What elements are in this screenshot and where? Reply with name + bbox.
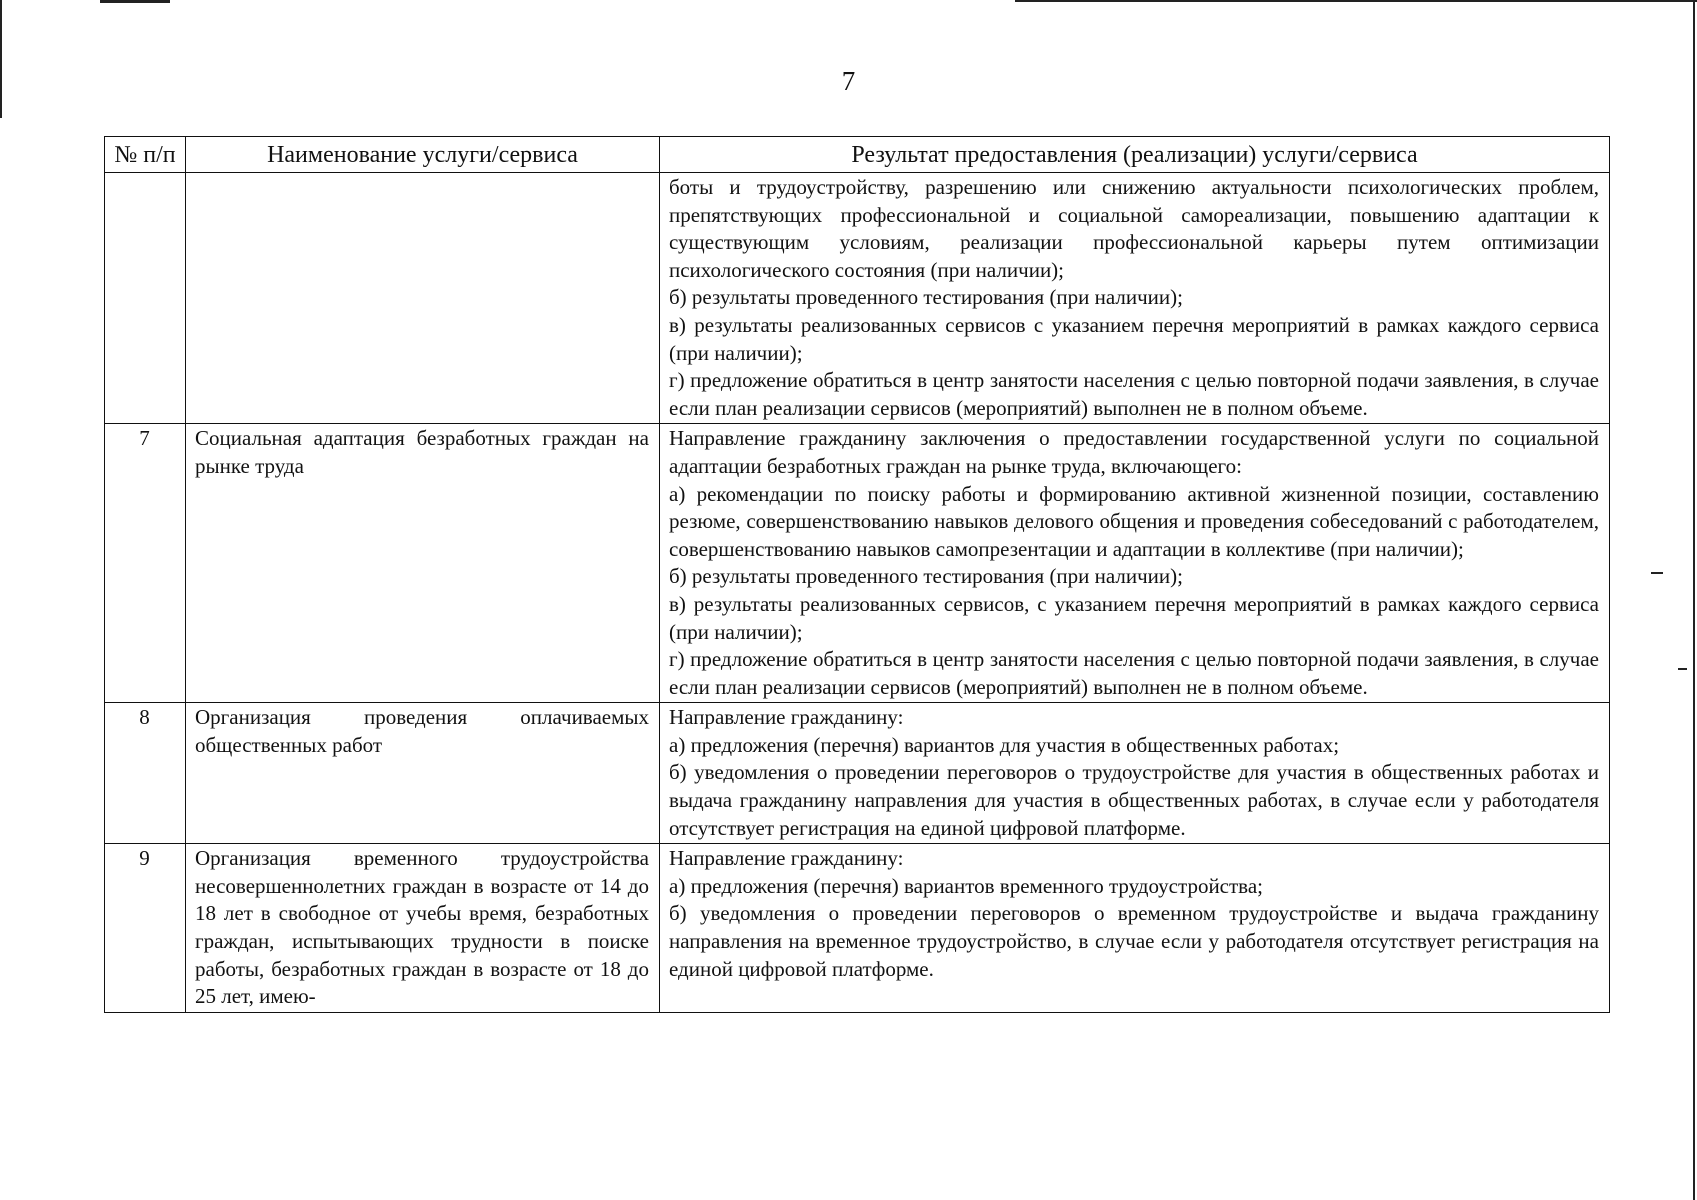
header-num: № п/п — [105, 137, 186, 173]
result-paragraph: а) рекомендации по поиску работы и формированию активной жизненной позиции, составлению резюме, совершенствованию навыков делового общения и проведения собеседований с работодателем, совершенствованию навыков самопрезентации и адаптации в коллективе (при наличии); — [669, 481, 1599, 561]
result-paragraph: г) предложение обратиться в центр занятости населения с целью повторной подачи заявления, в случае если план реализации сервисов (мероприятий) выполнен не в полном объеме. — [669, 647, 1599, 699]
row-result — [660, 844, 1610, 1013]
scan-edge-mark-left — [0, 0, 2, 118]
header-name: Наименование услуги/сервиса — [186, 137, 660, 173]
row-num — [105, 173, 186, 424]
table-row — [105, 424, 1610, 703]
row-name — [186, 173, 660, 424]
result-paragraph: Направление гражданину: — [669, 846, 904, 871]
scan-dash-mark — [1651, 572, 1663, 574]
row-result — [660, 173, 1610, 424]
result-paragraph: Направление гражданину: — [669, 705, 904, 730]
result-paragraph: а) предложения (перечня) вариантов временного трудоустройства; — [669, 873, 1263, 898]
row-num: 7 — [105, 424, 186, 703]
scan-edge-mark-top-right — [1015, 0, 1697, 2]
scan-edge-mark-right — [1693, 0, 1695, 1200]
result-paragraph: б) уведомления о проведении переговоров о временном трудоустройстве и выдача гражданину направления на временное трудоустройство, в случае если у работодателя отсутствует регистрация на единой цифровой платформе. — [669, 901, 1599, 981]
result-paragraph: в) результаты реализованных сервисов с указанием перечня мероприятий в рамках каждого сервиса (при наличии); — [669, 312, 1599, 365]
table-row — [105, 703, 1610, 844]
row-name: Организация временного трудоустройства несовершеннолетних граждан в возрасте от 14 до 18 лет в свободное от учебы время, безработных граждан, испытывающих трудности в поиске работы, безработных граждан в возрасте от 18 до 25 лет, имею- — [186, 844, 660, 1013]
row-name: Социальная адаптация безработных граждан на рынке труда — [186, 424, 660, 703]
page-number: 7 — [841, 66, 856, 96]
result-paragraph: б) результаты проведенного тестирования (при наличии); — [669, 285, 1183, 310]
result-paragraph: а) предложения (перечня) вариантов для участия в общественных работах; — [669, 732, 1340, 757]
result-paragraph: Направление гражданину заключения о предоставлении государственной услуги по социальной адаптации безработных граждан на рынке труда, включающего: — [669, 426, 1599, 478]
result-paragraph: б) уведомления о проведении переговоров о трудоустройстве для участия в общественных работах и выдача гражданину направления для участия в общественных работах, в случае если у работодателя отсутствует регистрация на единой цифровой платформе. — [669, 760, 1599, 840]
result-paragraph: боты и трудоустройству, разрешению или снижению актуальности психологических проблем, препятствующих профессиональной и социальной самореализации, повышению адаптации к существующим условиям, реализации профессиональной карьеры путем оптимизации психологического состояния (при наличии); — [669, 175, 1599, 282]
result-paragraph: г) предложение обратиться в центр занятости населения с целью повторной подачи заявления, в случае если план реализации сервисов (мероприятий) выполнен не в полном объеме. — [669, 368, 1599, 420]
table-row — [105, 173, 1610, 424]
result-paragraph: в) результаты реализованных сервисов, с указанием перечня мероприятий в рамках каждого сервиса (при наличии); — [669, 591, 1599, 644]
row-num: 8 — [105, 703, 186, 844]
row-name: Организация проведения оплачиваемых общественных работ — [186, 703, 660, 844]
services-table — [104, 136, 1610, 1013]
row-result — [660, 703, 1610, 844]
header-result: Результат предоставления (реализации) услуги/сервиса — [660, 137, 1610, 173]
table-row — [105, 844, 1610, 1013]
scan-edge-mark-top — [100, 0, 170, 3]
scan-dash-mark — [1678, 668, 1687, 670]
result-paragraph: б) результаты проведенного тестирования (при наличии); — [669, 564, 1183, 589]
table-header-row — [105, 137, 1610, 173]
row-result — [660, 424, 1610, 703]
row-num: 9 — [105, 844, 186, 1013]
